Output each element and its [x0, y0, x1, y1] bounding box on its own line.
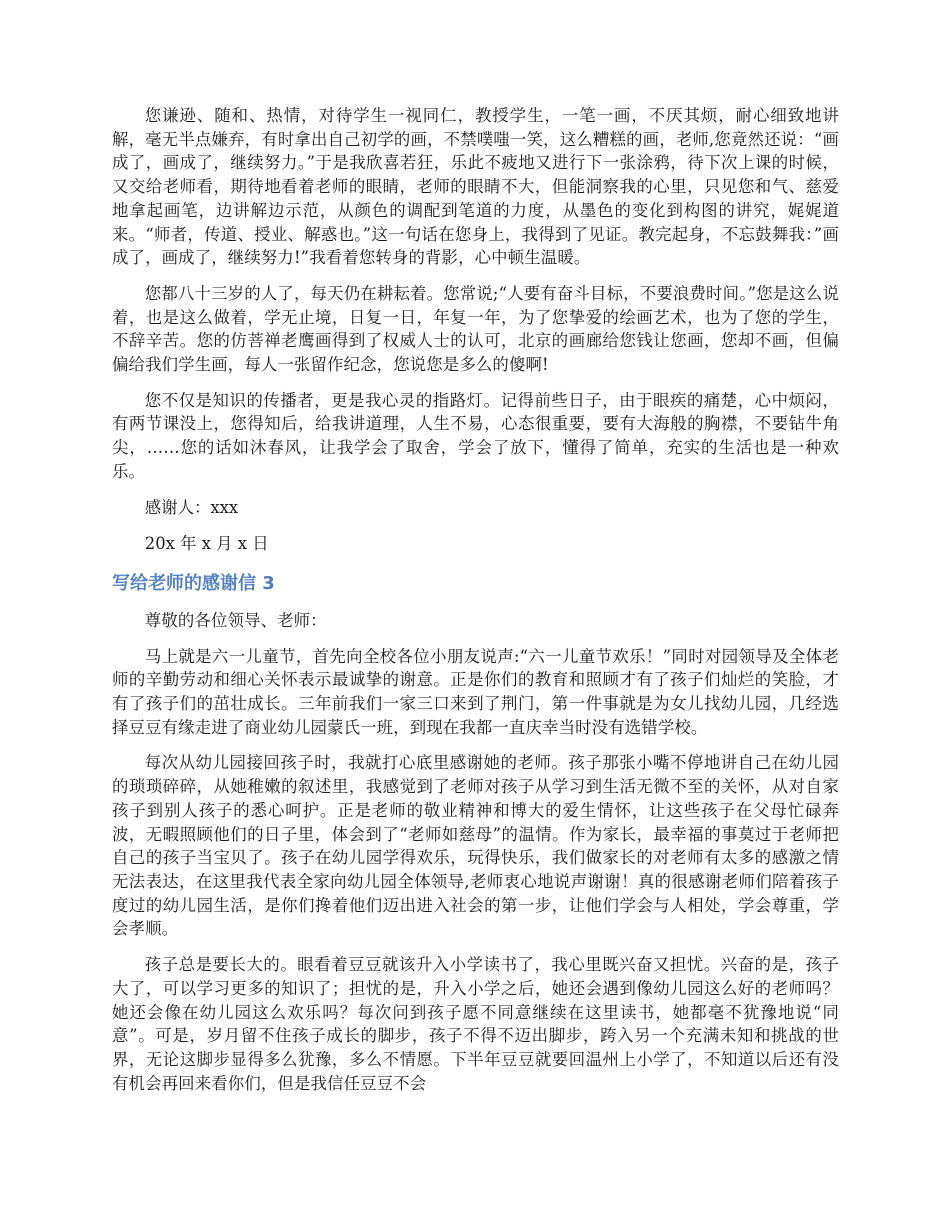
body-paragraph: 您谦逊、随和、热情，对待学生一视同仁，教授学生，一笔一画，不厌其烦，耐心细致地讲解，毫无半点嫌弃，有时拿出自己初学的画，不禁噗嗤一笑，这么糟糕的画，老师,您竟然还说：“画成了，画成了，继续努力。”于是我欣喜若狂，乐此不疲地又进行下一张涂鸦，待下次上课的时候，又交给老师看，期待地看着老师的眼睛，老师的眼睛不大，但能洞察我的心里，只见您和气、慈爱地拿起画笔，边讲解边示范，从颜色的调配到笔道的力度，从墨色的变化到构图的讲究，娓娓道来。“师者，传道、授业、解惑也。”这一句话在您身上，我得到了见证。教完起身，不忘鼓舞我：”画成了，画成了，继续努力!”我看着您转身的背影，心中顿生温暖。 [112, 106, 839, 268]
body-paragraph: 马上就是六一儿童节，首先向全校各位小朋友说声:“六一儿童节欢乐！”同时对园领导及全体老师的辛勤劳动和细心关怀表示最诚挚的谢意。正是你们的教育和照顾才有了孩子们灿烂的笑脸，才有了孩子们的茁壮成长。三年前我们一家三口来到了荆门，第一件事就是为女儿找幼儿园，几经选择豆豆有缘走进了商业幼儿园蒙氏一班，到现在我都一直庆幸当时没有选错学校。 [112, 646, 839, 737]
body-paragraph: 您不仅是知识的传播者，更是我心灵的指路灯。记得前些日子，由于眼疾的痛楚，心中烦闷，有两节课没上，您得知后，给我讲道理，人生不易，心态很重要，要有大海般的胸襟，不要钻牛角尖，……您的话如沐春风，让我学会了取舍，学会了放下，懂得了简单，充实的生活也是一种欢乐。 [112, 390, 839, 481]
body-paragraph: 孩子总是要长大的。眼看着豆豆就该升入小学读书了，我心里既兴奋又担忧。兴奋的是，孩子大了，可以学习更多的知识了；担忧的是，升入小学之后，她还会遇到像幼儿园这么好的老师吗？她还会像在幼儿园这么欢乐吗？每次问到孩子愿不同意继续在这里读书，她都毫不犹豫地说“同意”。可是，岁月留不住孩子成长的脚步，孩子不得不迈出脚步，跨入另一个充满未知和挑战的世界，无论这脚步显得多么犹豫，多么不情愿。下半年豆豆就要回温州上小学了，不知道以后还有没有机会再回来看你们，但是我信任豆豆不会 [112, 955, 839, 1093]
signature-name: 感谢人：xxx [144, 497, 239, 517]
signature-date: 20x 年 x 月 x 日 [144, 534, 269, 554]
document-page [112, 104, 839, 1107]
section-heading: 写给老师的感谢信 3 [112, 572, 275, 594]
body-paragraph: 您都八十三岁的人了，每天仍在耕耘着。您常说;“人要有奋斗目标，不要浪费时间。”您是这么说着，也是这么做着，学无止境，日复一日，年复一年，为了您挚爱的绘画艺术，也为了您的学生，不辞辛苦。您的仿菩禅老鹰画得到了权威人士的认可，北京的画廊给您钱让您画，您却不画，但偏偏给我们学生画，每人一张留作纪念，您说您是多么的傻啊! [112, 283, 839, 375]
salutation: 尊敬的各位领导、老师： [144, 610, 327, 630]
body-paragraph: 每次从幼儿园接回孩子时，我就打心底里感谢她的老师。孩子那张小嘴不停地讲自己在幼儿园的琐琐碎碎，从她稚嫩的叙述里，我感觉到了老师对孩子从学习到生活无微不至的关怀，从对自家孩子到别人孩子的悉心呵护。正是老师的敬业精神和博大的爱生情怀，让这些孩子在父母忙碌奔波，无暇照顾他们的日子里，体会到了“老师如慈母”的温情。作为家长，最幸福的事莫过于老师把自己的孩子当宝贝了。孩子在幼儿园学得欢乐，玩得快乐，我们做家长的对老师有太多的感激之情无法表达，在这里我代表全家向幼儿园全体领导,老师衷心地说声谢谢！真的很感谢老师们陪着孩子度过的幼儿园生活，是你们搀着他们迈出进入社会的第一步，让他们学会与人相处，学会尊重，学会孝顺。 [112, 753, 839, 939]
